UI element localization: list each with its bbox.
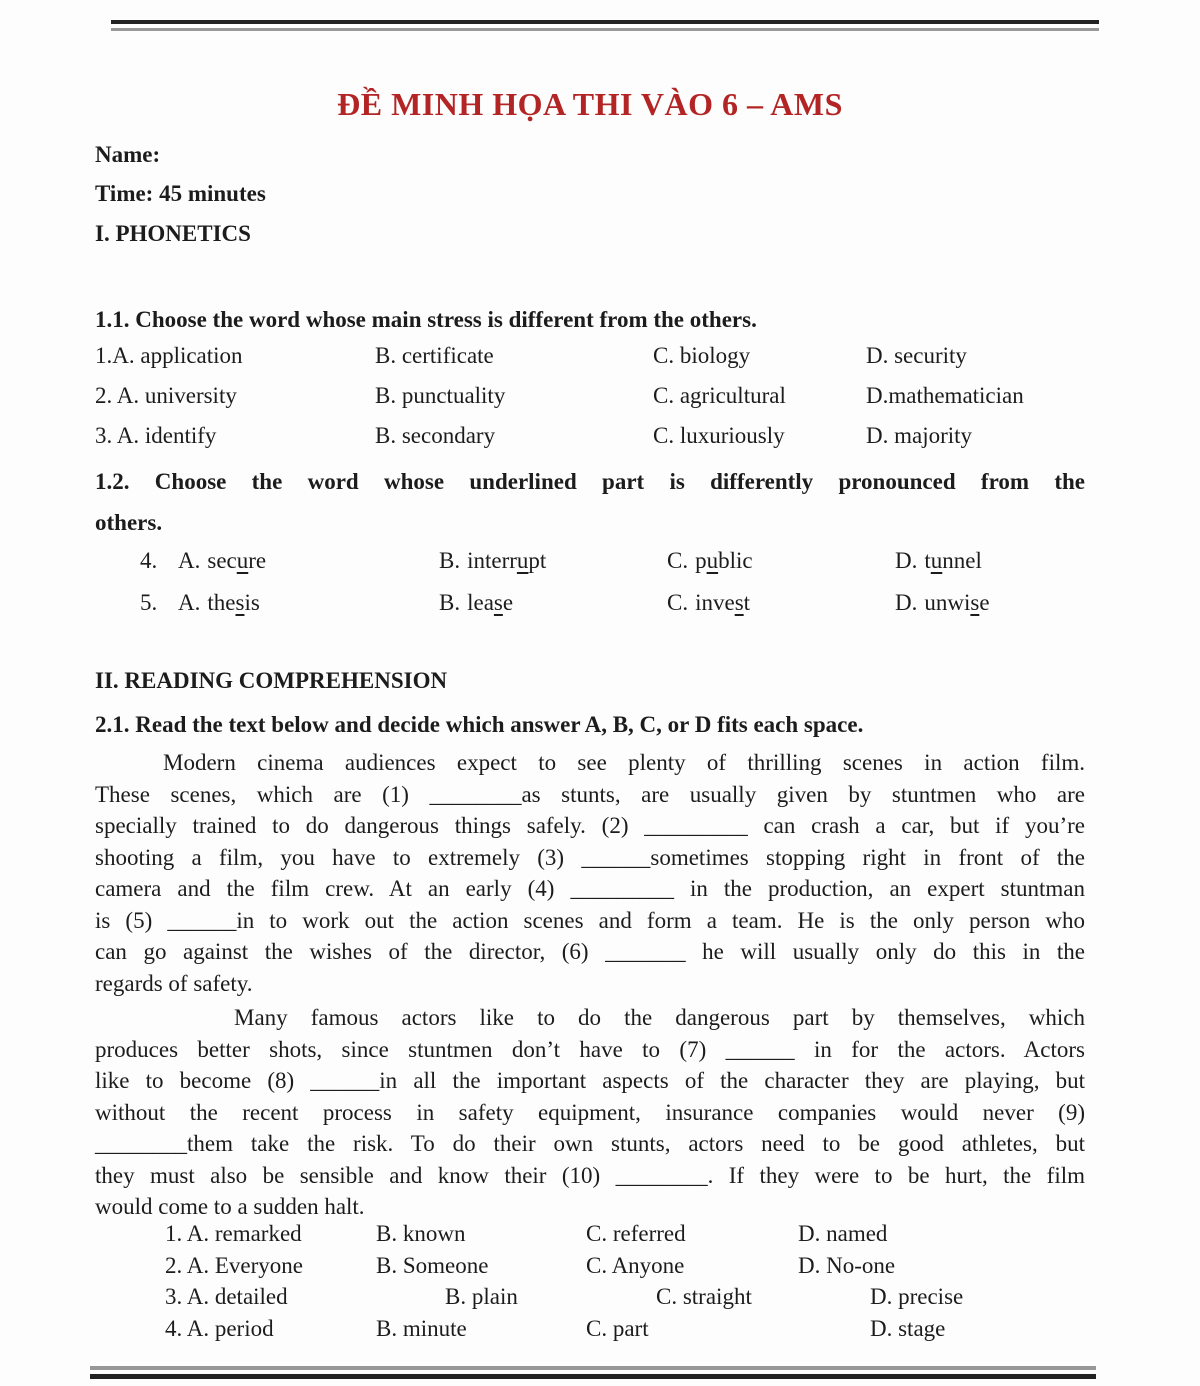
stress-row-1 bbox=[95, 341, 1085, 381]
answer-row-1 bbox=[95, 1219, 1085, 1251]
option-c: C. Anyone bbox=[586, 1252, 685, 1278]
paragraph-line: regards of safety. bbox=[95, 970, 253, 996]
part-2-1-heading: 2.1. Read the text below and decide which answer A, B, C, or D fits each space. bbox=[95, 712, 864, 737]
option-d: D. majority bbox=[866, 423, 973, 448]
footer-rule-black-line bbox=[90, 1374, 1096, 1379]
option-b: B. certificate bbox=[375, 343, 494, 368]
option-a: 2. A. university bbox=[95, 383, 237, 408]
paragraph-line: camera and the film crew. At an early (4) _________ in the production, an expert stuntman bbox=[95, 876, 1085, 901]
option-d: D. stage bbox=[870, 1315, 946, 1341]
option-b: B. lease bbox=[439, 590, 514, 615]
paragraph-line: ________them take the risk. To do their own stunts, actors need to be good athletes, but bbox=[95, 1131, 1085, 1156]
option-c: C. agricultural bbox=[653, 383, 786, 408]
footer-rule bbox=[90, 1366, 1096, 1379]
option-b: B. known bbox=[376, 1221, 466, 1246]
paragraph-line: is (5) ______in to work out the action scenes and form a team. He is the only person who bbox=[95, 907, 1085, 933]
answer-options-table bbox=[95, 1219, 1085, 1345]
answer-row-3 bbox=[95, 1282, 1085, 1314]
option-a: 3. A. detailed bbox=[165, 1284, 288, 1309]
option-b: B. interrupt bbox=[439, 548, 547, 573]
section-reading-heading: II. READING COMPREHENSION bbox=[95, 668, 448, 693]
header-rule bbox=[111, 20, 1099, 31]
option-d: D. No-one bbox=[798, 1252, 896, 1278]
answer-row-2 bbox=[95, 1251, 1085, 1283]
paragraph-line: like to become (8) ______in all the important aspects of the character they are playing, but bbox=[95, 1068, 1085, 1093]
option-a: 3. A. identify bbox=[95, 423, 217, 448]
header-rule-gray-line bbox=[111, 28, 1099, 31]
option-a: 1. A. remarked bbox=[165, 1221, 302, 1246]
question-number: 5. bbox=[140, 590, 158, 615]
answer-row-4 bbox=[95, 1314, 1085, 1346]
page-title: ĐỀ MINH HỌA THI VÀO 6 – AMS bbox=[337, 86, 843, 122]
option-d: D. named bbox=[798, 1221, 888, 1246]
paragraph-line: Modern cinema audiences expect to see plenty of thrilling scenes in action film. bbox=[163, 750, 1085, 775]
paragraph-line: without the recent process in safety equipment, insurance companies would never (9) bbox=[95, 1099, 1085, 1125]
part-1-1-heading: 1.1. Choose the word whose main stress is different from the others. bbox=[95, 307, 757, 332]
reading-paragraph-2 bbox=[95, 1002, 1085, 1223]
option-b: B. punctuality bbox=[375, 383, 506, 408]
option-c: C. straight bbox=[656, 1284, 752, 1309]
section-phonetics-heading: I. PHONETICS bbox=[95, 221, 251, 246]
option-b: B. minute bbox=[376, 1315, 467, 1341]
underline-row-5 bbox=[95, 588, 1085, 630]
option-a: A. thesis bbox=[178, 590, 260, 615]
option-c: C. biology bbox=[653, 343, 751, 368]
part-1-2-heading bbox=[95, 461, 1085, 543]
option-a: A. secure bbox=[178, 548, 267, 573]
option-d: D. unwise bbox=[895, 590, 990, 615]
option-d: D. precise bbox=[870, 1284, 964, 1309]
part-1-2-heading-line-1: 1.2. Choose the word whose underlined part is differently pronounced from the bbox=[95, 469, 1085, 494]
paragraph-line: they must also be sensible and know their (10) ________. If they were to be hurt, the film bbox=[95, 1162, 1085, 1188]
option-b: B. plain bbox=[445, 1284, 518, 1309]
option-a: 2. A. Everyone bbox=[165, 1252, 303, 1278]
option-a: 1.A. application bbox=[95, 343, 243, 368]
question-number: 4. bbox=[140, 548, 158, 573]
paragraph-line: specially trained to do dangerous things safely. (2) _________ can crash a car, but if you’re bbox=[95, 813, 1085, 838]
option-c: C. part bbox=[586, 1315, 649, 1341]
paragraph-line: can go against the wishes of the director, (6) _______ he will usually only do this in the bbox=[95, 939, 1085, 964]
paragraph-line: These scenes, which are (1) ________as stunts, are usually given by stuntmen who are bbox=[95, 781, 1085, 807]
underlined-options-table bbox=[95, 546, 1085, 630]
name-label: Name: bbox=[95, 142, 161, 167]
option-b: B. Someone bbox=[376, 1252, 489, 1278]
stress-row-2 bbox=[95, 381, 1085, 421]
option-c: C. referred bbox=[586, 1221, 686, 1246]
option-b: B. secondary bbox=[375, 423, 496, 448]
time-label: Time: 45 minutes bbox=[95, 181, 266, 206]
option-c: C. public bbox=[667, 548, 753, 573]
paragraph-line: Many famous actors like to do the dangerous part by themselves, which bbox=[234, 1005, 1085, 1030]
underline-row-4 bbox=[95, 546, 1085, 588]
option-d: D. security bbox=[866, 343, 967, 368]
footer-rule-gray-line bbox=[90, 1366, 1096, 1370]
option-a: 4. A. period bbox=[165, 1315, 274, 1341]
option-d: D. tunnel bbox=[895, 548, 982, 573]
option-d: D.mathematician bbox=[866, 383, 1024, 408]
paragraph-line: shooting a film, you have to extremely (3) ______sometimes stopping right in front of the bbox=[95, 844, 1085, 870]
paragraph-line: produces better shots, since stuntmen don’t have to (7) ______ in for the actors. Actors bbox=[95, 1036, 1085, 1062]
paragraph-line: would come to a sudden halt. bbox=[95, 1194, 365, 1219]
option-c: C. luxuriously bbox=[653, 423, 785, 448]
reading-paragraph-1 bbox=[95, 747, 1085, 999]
stress-options-table bbox=[95, 341, 1085, 461]
part-1-2-heading-line-2: others. bbox=[95, 510, 163, 535]
header-rule-black-line bbox=[111, 20, 1099, 24]
option-c: C. invest bbox=[667, 590, 751, 615]
stress-row-3 bbox=[95, 421, 1085, 461]
